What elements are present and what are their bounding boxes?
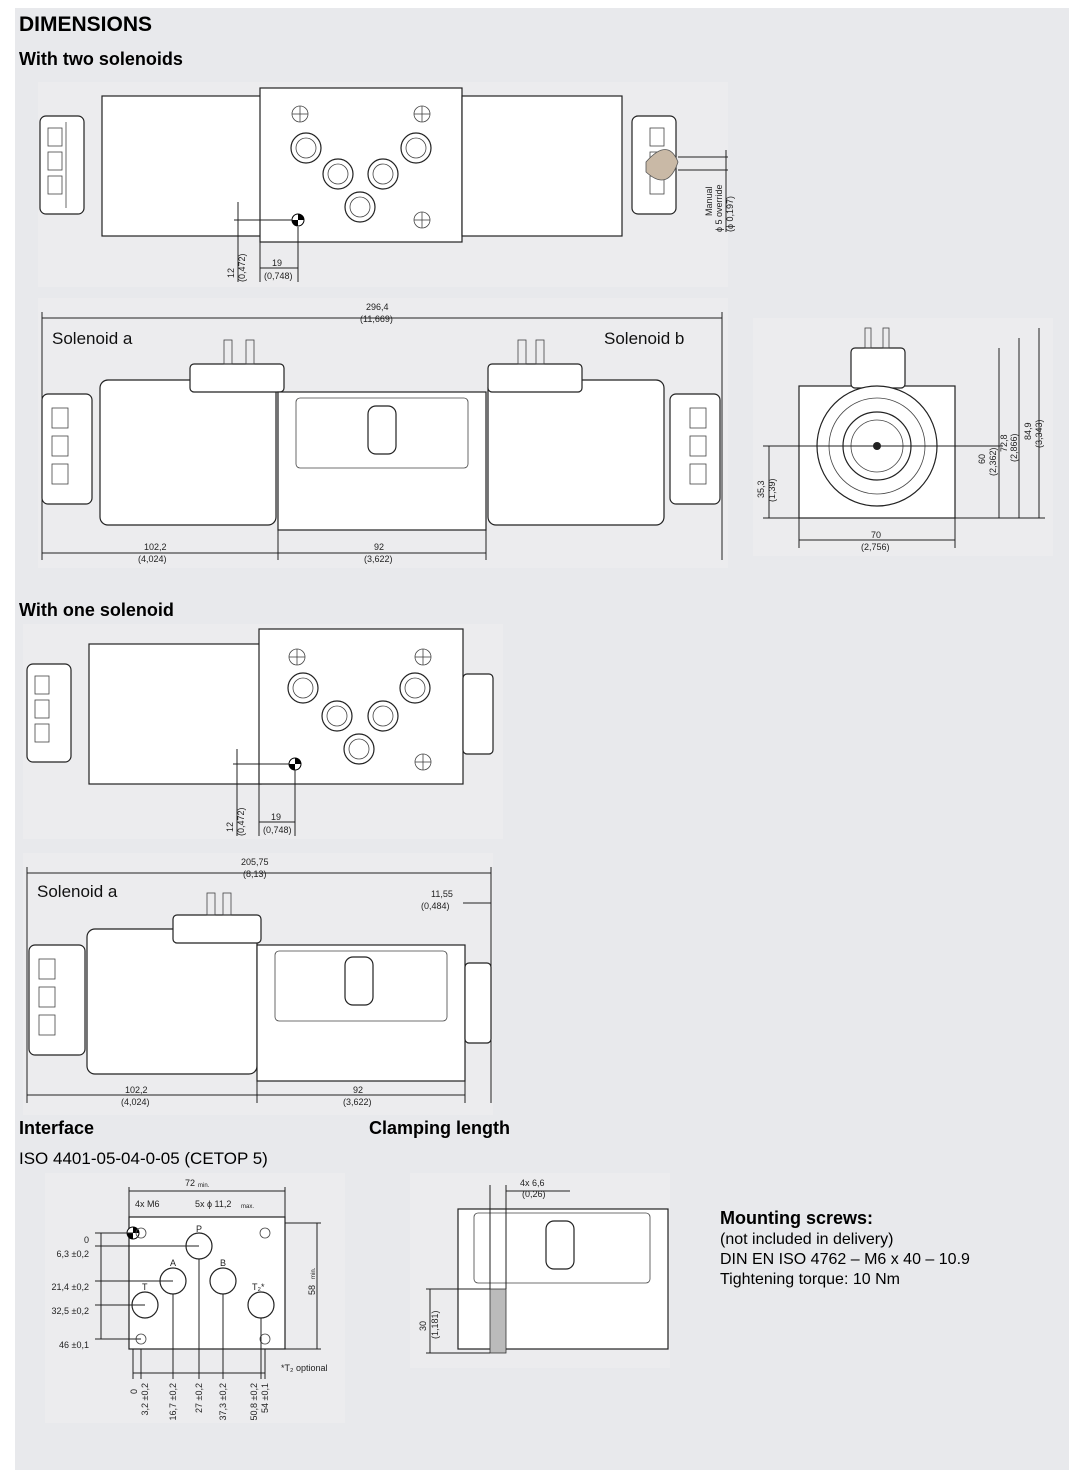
dim-12-inch: (0,472) (237, 253, 247, 282)
y-value-1: 6,3 ±0,2 (56, 1249, 89, 1259)
dim-58-sub: min. (311, 1267, 317, 1279)
port-p-label: P (196, 1224, 203, 1234)
dim-19-inch: (0,748) (263, 825, 292, 835)
label-solenoid-a: Solenoid a (37, 882, 118, 901)
interface-pattern (45, 1173, 345, 1423)
top-view-two-solenoids (38, 82, 735, 287)
y-value-0: 0 (83, 1235, 89, 1245)
two-solenoids-heading: With two solenoids (19, 49, 183, 69)
dim-72: 72 (185, 1178, 196, 1188)
dim-728-inch: (2,866) (1009, 433, 1019, 462)
dim-70-inch: (2,756) (861, 542, 890, 552)
dim-353: 35,3 (756, 480, 766, 498)
dim-60: 60 (977, 453, 987, 464)
dim-70: 70 (871, 530, 882, 540)
x-value-0: 0 (129, 1389, 139, 1395)
dim-mid: 92 (353, 1085, 364, 1095)
label-solenoid-a: Solenoid a (52, 329, 133, 348)
side-view-two-solenoids (38, 298, 728, 568)
port-a-label: A (170, 1258, 177, 1268)
dim-12: 12 (226, 267, 236, 278)
label-m6: 4x M6 (135, 1199, 160, 1209)
dim-left: 102,2 (144, 542, 167, 552)
dim-19: 19 (272, 258, 283, 268)
port-t-label: T (142, 1282, 148, 1292)
interface-standard: ISO 4401-05-04-0-05 (CETOP 5) (19, 1149, 268, 1168)
dim-screw: 4x 6,6 (520, 1178, 545, 1188)
label-holes-sub: max. (241, 1204, 255, 1210)
dim-screw-inch: (0,26) (522, 1189, 546, 1199)
dim-72-sub: min. (198, 1183, 210, 1189)
dim-19-inch: (0,748) (264, 271, 293, 281)
dim-right: 11,55 (431, 889, 453, 899)
x-value-1: 3,2 ±0,2 (140, 1383, 150, 1416)
top-view-one-solenoid (23, 624, 503, 839)
dim-12: 12 (225, 821, 235, 832)
mounting-line2: DIN EN ISO 4762 – M6 x 40 – 10.9 (720, 1251, 970, 1268)
y-value-2: 21,4 ±0,2 (51, 1282, 89, 1292)
optional-note: *T₂ optional (281, 1363, 328, 1373)
dim-mid: 92 (374, 542, 385, 552)
dim-left-inch: (4,024) (121, 1097, 150, 1107)
label-solenoid-b: Solenoid b (604, 329, 685, 348)
dim-left-inch: (4,024) (138, 554, 167, 564)
dim-60-inch: (2,362) (988, 447, 998, 476)
dim-728: 72,8 (999, 434, 1009, 452)
dim-353-inch: (1,39) (767, 478, 777, 502)
x-value-6: 54 ±0,1 (260, 1383, 270, 1413)
dim-total-inch: (11,669) (360, 314, 393, 324)
datasheet-page (15, 8, 1069, 1470)
port-b-label: B (220, 1258, 227, 1268)
side-view-one-solenoid (23, 853, 493, 1115)
page-title: DIMENSIONS (19, 13, 153, 36)
mounting-heading: Mounting screws: (720, 1208, 874, 1228)
dim-19: 19 (271, 812, 282, 822)
clamping-view (410, 1173, 670, 1368)
dim-849: 84,9 (1023, 422, 1033, 440)
mounting-line3: Tightening torque: 10 Nm (720, 1271, 900, 1288)
dim-30: 30 (418, 1320, 428, 1331)
x-value-4: 37,3 ±0,2 (218, 1383, 228, 1421)
y-value-4: 46 ±0,1 (59, 1340, 89, 1350)
x-value-5: 50,8 ±0,2 (249, 1383, 259, 1421)
clamping-heading: Clamping length (369, 1118, 510, 1138)
dim-12-inch: (0,472) (236, 807, 246, 836)
interface-heading: Interface (19, 1118, 95, 1138)
dim-right-inch: (0,484) (421, 901, 450, 911)
x-value-3: 27 ±0,2 (194, 1383, 204, 1413)
port-t2-label: T₂* (252, 1282, 265, 1292)
dim-total-inch: (8,13) (243, 869, 267, 879)
override-label: ϕ 5 override (714, 184, 724, 232)
dim-total: 205,75 (241, 857, 269, 867)
dim-58: 58 (307, 1284, 317, 1295)
manual-label: Manual (704, 186, 714, 216)
dim-849-inch: (3,343) (1034, 419, 1044, 448)
label-holes: 5x ϕ 11,2 (195, 1199, 232, 1209)
x-value-2: 16,7 ±0,2 (168, 1383, 178, 1421)
dim-30-inch: (1,181) (430, 1310, 440, 1339)
end-view (753, 318, 1053, 556)
dim-mid-inch: (3,622) (364, 554, 393, 564)
dim-total: 296,4 (366, 302, 389, 312)
override-inch: (ϕ 0,197) (725, 195, 735, 232)
one-solenoid-heading: With one solenoid (19, 600, 174, 620)
dim-mid-inch: (3,622) (343, 1097, 372, 1107)
mounting-line1: (not included in delivery) (720, 1231, 894, 1248)
y-value-3: 32,5 ±0,2 (51, 1306, 89, 1316)
dim-left: 102,2 (125, 1085, 148, 1095)
